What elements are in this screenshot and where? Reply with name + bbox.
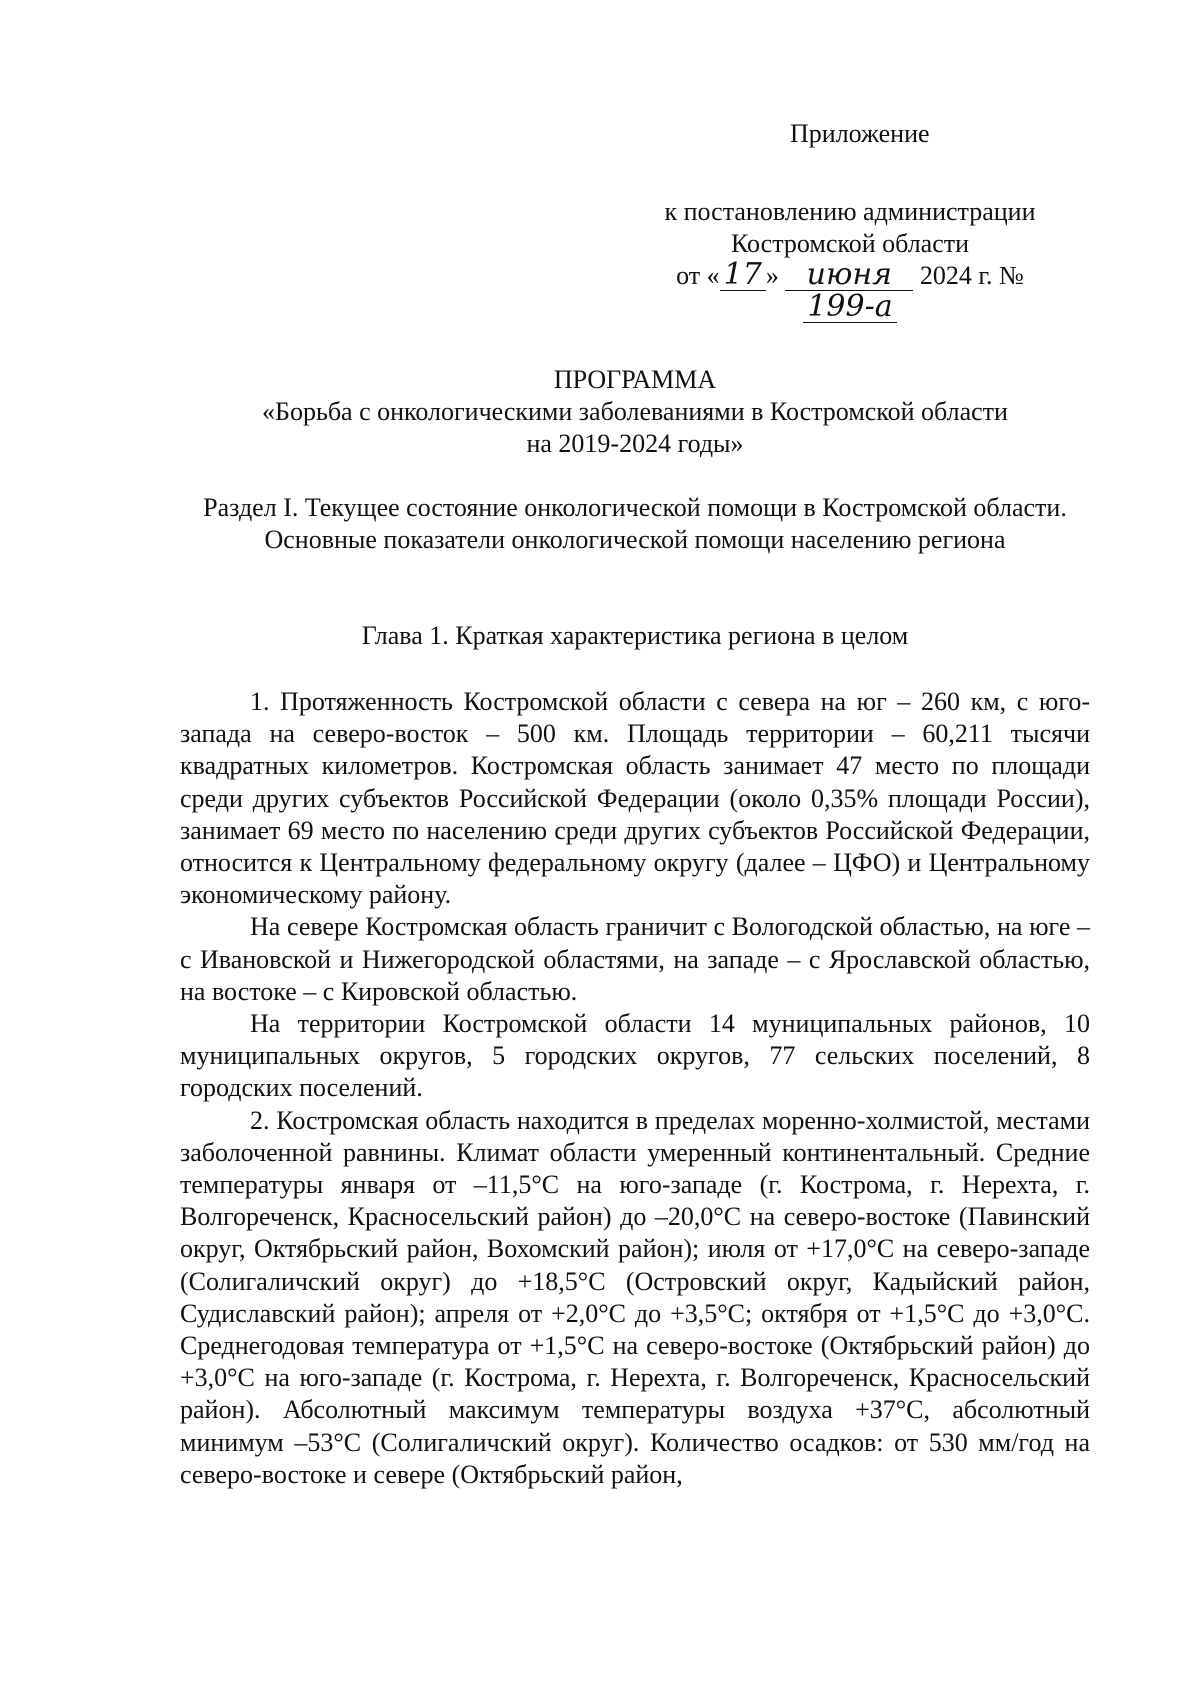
resolution-reference <box>640 196 1060 324</box>
resolution-line-1: к постановлению администрации <box>664 197 1036 226</box>
program-title-line-2: «Борьба с онкологическими заболеваниями в Костромской области <box>262 397 1008 426</box>
paragraph: 2. Костромская область находится в пределах моренно-холмистой, местами заболоченной равнины. Климат области умеренный континентальный. Средние температуры января от –11,5°С на юго-западе (г. Кострома, г. Нерехта, г. Волгореченск, Красносельский район) до –20,0°С на северо-востоке (Павинский округ, Октябрьский район, Вохомский район); июля от +17,0°С на северо-западе (Солигаличский округ) до +18,5°С (Островский округ, Кадыйский район, Судиславский район); апреля от +2,0°С до +3,5°С; октября от +1,5°С до +3,0°С. Среднегодовая температура от +1,5°С на северо-востоке (Октябрьский район) до +3,0°С на юго-западе (г. Кострома, г. Нерехта, г. Волгореченск, Красносельский район). Абсолютный максимум температуры воздуха +37°С, абсолютный минимум –53°С (Солигаличский округ). Количество осадков: от 530 мм/год на северо-востоке и севере (Октябрьский район, <box>180 1105 1090 1489</box>
handwritten-day: 17 <box>720 260 766 291</box>
program-title-line-3: на 2019-2024 годы» <box>526 429 744 458</box>
paragraph: На севере Костромская область граничит с Вологодской областью, на юге – с Ивановской и Нижегородской областями, на западе – с Ярославской областью, на востоке – с Кировской областью. <box>180 912 1090 1006</box>
appendix-label: Приложение <box>790 119 930 148</box>
date-mid: » <box>765 261 779 290</box>
body-text <box>180 686 1090 1491</box>
handwritten-month: июня <box>785 260 913 291</box>
paragraph: На территории Костромской области 14 муниципальных районов, 10 муниципальных округов, 5 городских округов, 77 сельских поселений, 8 городских поселений. <box>180 1009 1090 1103</box>
date-prefix: от « <box>676 261 720 290</box>
handwritten-number: 199-а <box>803 292 896 323</box>
paragraph: 1. Протяженность Костромской области с севера на юг – 260 км, с юго-запада на северо-восток – 500 км. Площадь территории – 60,211 тысячи квадратных километров. Костромская область занимает 47 место по площади среди других субъектов Российской Федерации (около 0,35% площади России), занимает 69 место по населению среди других субъектов Российской Федерации, относится к Центральному федеральному округу (далее – ЦФО) и Центральному экономическому району. <box>180 687 1090 910</box>
program-title <box>180 364 1090 460</box>
date-year: 2024 г. № <box>919 261 1024 290</box>
program-title-line-1: ПРОГРАММА <box>553 365 717 394</box>
resolution-date-line <box>640 257 1060 324</box>
section-heading: Раздел I. Текущее состояние онкологической помощи в Костромской области. Основные показатели онкологической помощи населению региона <box>203 493 1067 554</box>
resolution-line-2: Костромской области <box>730 229 970 258</box>
chapter-heading: Глава 1. Краткая характеристика региона в целом <box>361 621 909 650</box>
